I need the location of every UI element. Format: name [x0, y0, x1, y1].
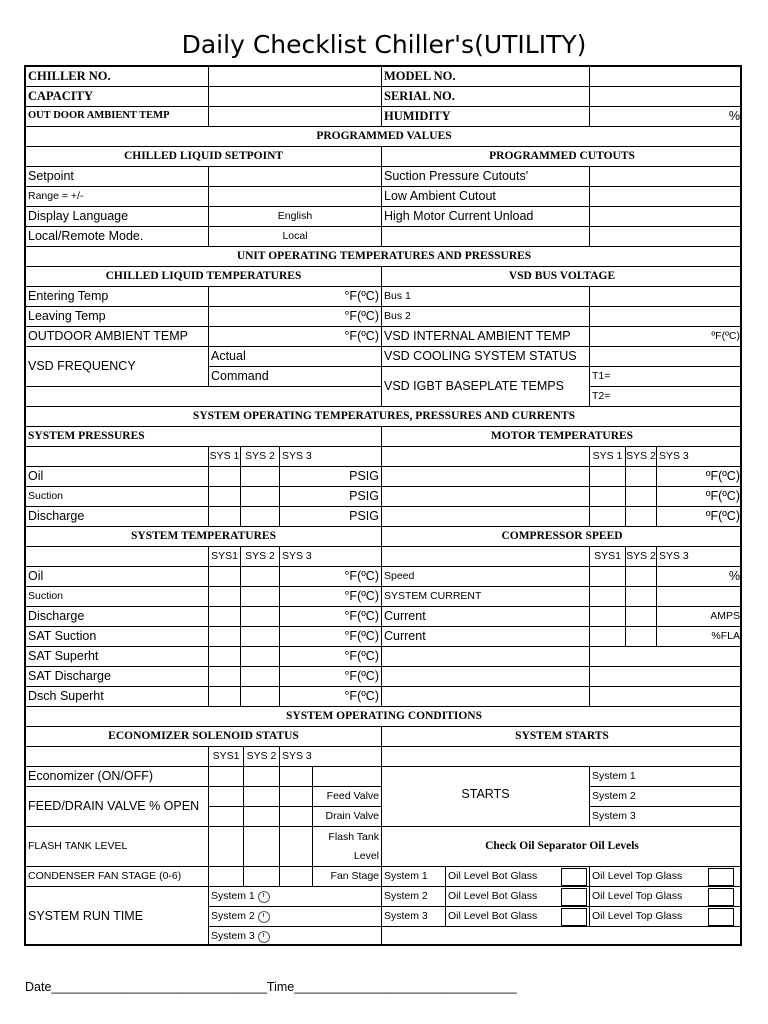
drain-sys2[interactable] — [244, 807, 280, 827]
suction-temp-label: Suction — [26, 587, 209, 607]
chiller-no-field[interactable] — [209, 67, 382, 87]
oil-pressure-label: Oil — [26, 467, 209, 487]
sat-suction-label: SAT Suction — [26, 627, 209, 647]
checkbox-icon[interactable] — [708, 868, 734, 886]
high-motor-field[interactable] — [590, 207, 742, 227]
current-sys2[interactable] — [626, 587, 657, 607]
temp-sys1[interactable] — [209, 567, 241, 587]
oil-bot-label: Oil Level Bot Glass — [448, 870, 538, 883]
blank-cell — [382, 647, 590, 667]
econ-extra[interactable] — [313, 767, 382, 787]
oil-bot-glass-3[interactable] — [446, 907, 590, 927]
oil-top-glass-1[interactable] — [590, 867, 742, 887]
sys1-header: SYS1 — [590, 547, 626, 567]
blank-cell — [382, 447, 590, 467]
programmed-cutouts-heading: PROGRAMMED CUTOUTS — [382, 147, 742, 167]
econ-sys3[interactable] — [280, 767, 313, 787]
sys1-header: SYS1 — [209, 747, 244, 767]
temp-sys1[interactable] — [209, 627, 241, 647]
speed-unit[interactable]: % — [657, 567, 742, 587]
sys2-header: SYS 2 — [626, 447, 657, 467]
bus2-field[interactable] — [590, 307, 742, 327]
suction-sys2[interactable] — [241, 487, 280, 507]
checkbox-icon[interactable] — [708, 908, 734, 926]
temp-sys2[interactable] — [241, 607, 280, 627]
fan-sys3[interactable] — [280, 867, 313, 887]
dsch-superht-label: Dsch Superht — [26, 687, 209, 707]
vsd-bus-voltage-heading: VSD BUS VOLTAGE — [382, 267, 742, 287]
motor-sys2[interactable] — [626, 467, 657, 487]
bus2-label: Bus 2 — [382, 307, 590, 327]
run-time-system2[interactable] — [209, 907, 382, 927]
blank-cell — [26, 547, 209, 567]
sys3-header: SYS 3 — [280, 747, 382, 767]
temp-sys2[interactable] — [241, 667, 280, 687]
sat-discharge-label: SAT Discharge — [26, 667, 209, 687]
oil-bot-glass-2[interactable] — [446, 887, 590, 907]
fan-sys2[interactable] — [244, 867, 280, 887]
discharge-temp-label: Discharge — [26, 607, 209, 627]
setpoint-label: Setpoint — [26, 167, 209, 187]
oil-top-label: Oil Level Top Glass — [592, 870, 683, 883]
econ-sys1[interactable] — [209, 767, 244, 787]
temp-sys2[interactable] — [241, 647, 280, 667]
sys2-header: SYS 2 — [626, 547, 657, 567]
oil-system3-label: System 3 — [382, 907, 446, 927]
feed-valve-label: Feed Valve — [313, 787, 382, 807]
low-ambient-field[interactable] — [590, 187, 742, 207]
amps-sys1[interactable] — [590, 607, 626, 627]
compressor-speed-heading: COMPRESSOR SPEED — [382, 527, 742, 547]
motor-sys1[interactable] — [590, 467, 626, 487]
chiller-no-label: CHILLER NO. — [26, 67, 209, 87]
motor-unit[interactable]: ºF(ºC) — [657, 507, 742, 527]
checkbox-icon[interactable] — [561, 868, 587, 886]
blank-cell — [590, 667, 742, 687]
speed-label: Speed — [382, 567, 590, 587]
flash-sys3[interactable] — [280, 827, 313, 867]
temp-sys2[interactable] — [241, 587, 280, 607]
oil-top-glass-3[interactable] — [590, 907, 742, 927]
vsd-igbt-label: VSD IGBT BASEPLATE TEMPS — [382, 367, 590, 407]
oil-temp-label: Oil — [26, 567, 209, 587]
range-label: Range = +/- — [26, 187, 209, 207]
time-field[interactable]: Time________________________________ — [266, 980, 517, 994]
unit-operating-heading: UNIT OPERATING TEMPERATURES AND PRESSURES — [26, 247, 742, 267]
drain-sys1[interactable] — [209, 807, 244, 827]
blank-cell — [382, 687, 590, 707]
footer — [25, 980, 517, 994]
humidity-field[interactable]: % — [590, 107, 742, 127]
checkbox-icon[interactable] — [708, 888, 734, 906]
sys1-header: SYS 1 — [209, 447, 241, 467]
blank-cell — [26, 387, 382, 407]
motor-unit[interactable]: ºF(ºC) — [657, 487, 742, 507]
sys2-header: SYS 2 — [241, 547, 280, 567]
motor-temp-label — [382, 467, 590, 487]
temp-sys1[interactable] — [209, 587, 241, 607]
temp-sys1[interactable] — [209, 687, 241, 707]
drain-sys3[interactable] — [280, 807, 313, 827]
flash-sys2[interactable] — [244, 827, 280, 867]
speed-sys1[interactable] — [590, 567, 626, 587]
fla-unit[interactable]: %FLA — [657, 627, 742, 647]
blank-cell — [382, 547, 590, 567]
blank-cell — [382, 667, 590, 687]
temp-sys3[interactable]: °F(ºC) — [280, 667, 382, 687]
temp-sys3[interactable]: °F(ºC) — [280, 647, 382, 667]
motor-sys1[interactable] — [590, 487, 626, 507]
discharge-sys3[interactable]: PSIG — [280, 507, 382, 527]
blank-cell — [382, 927, 742, 946]
motor-sys2[interactable] — [626, 487, 657, 507]
oil-sys1[interactable] — [209, 467, 241, 487]
level-label: Level — [313, 847, 382, 867]
blank-cell — [26, 747, 209, 767]
motor-sys2[interactable] — [626, 507, 657, 527]
oil-sys3[interactable]: PSIG — [280, 467, 382, 487]
sys2-header: SYS 2 — [241, 447, 280, 467]
display-language-value[interactable]: English — [209, 207, 382, 227]
chilled-liquid-temps-heading: CHILLED LIQUID TEMPERATURES — [26, 267, 382, 287]
current-sys3[interactable] — [657, 587, 742, 607]
system-pressures-heading: SYSTEM PRESSURES — [26, 427, 382, 447]
bus1-label: Bus 1 — [382, 287, 590, 307]
bus1-field[interactable] — [590, 287, 742, 307]
amps-sys2[interactable] — [626, 607, 657, 627]
starts-system3[interactable]: System 3 — [590, 807, 742, 827]
sys1-header: SYS 1 — [590, 447, 626, 467]
motor-sys1[interactable] — [590, 507, 626, 527]
discharge-sys1[interactable] — [209, 507, 241, 527]
sys1-header: SYS1 — [209, 547, 241, 567]
temp-sys2[interactable] — [241, 567, 280, 587]
oil-sys2[interactable] — [241, 467, 280, 487]
suction-cutouts-label: Suction Pressure Cutouts' — [382, 167, 590, 187]
checklist-table — [24, 65, 742, 946]
checkbox-icon[interactable] — [561, 888, 587, 906]
blank-cell — [590, 227, 742, 247]
local-remote-value[interactable]: Local — [209, 227, 382, 247]
sys3-header: SYS 3 — [657, 447, 742, 467]
discharge-pressure-label: Discharge — [26, 507, 209, 527]
serial-no-label: SERIAL NO. — [382, 87, 590, 107]
system-run-time-label: SYSTEM RUN TIME — [26, 887, 209, 946]
blank-cell — [382, 227, 590, 247]
outdoor-ambient-temp-label: OUTDOOR AMBIENT TEMP — [26, 327, 209, 347]
motor-unit[interactable]: ºF(ºC) — [657, 467, 742, 487]
blank-cell — [590, 687, 742, 707]
flash-tank-label: Flash Tank — [313, 827, 382, 847]
current-sys1[interactable] — [590, 587, 626, 607]
check-oil-heading: Check Oil Separator Oil Levels — [382, 827, 742, 867]
sys3-header: SYS 3 — [657, 547, 742, 567]
fan-stage-label: Fan Stage — [313, 867, 382, 887]
vsd-cooling-label: VSD COOLING SYSTEM STATUS — [382, 347, 590, 367]
blank-cell — [382, 507, 590, 527]
system-operating-heading: SYSTEM OPERATING TEMPERATURES, PRESSURES AND CURRENTS — [26, 407, 742, 427]
temp-sys3[interactable]: °F(ºC) — [280, 627, 382, 647]
temp-sys1[interactable] — [209, 607, 241, 627]
checkbox-icon[interactable] — [561, 908, 587, 926]
oil-bot-label: Oil Level Bot Glass — [448, 910, 538, 923]
humidity-label: HUMIDITY — [382, 107, 590, 127]
vsd-cooling-field[interactable] — [590, 347, 742, 367]
speed-sys2[interactable] — [626, 567, 657, 587]
setpoint-field[interactable] — [209, 167, 382, 187]
system-current-label: SYSTEM CURRENT — [382, 587, 590, 607]
suction-pressure-label: Suction — [26, 487, 209, 507]
capacity-field[interactable] — [209, 87, 382, 107]
economizer-label: Economizer (ON/OFF) — [26, 767, 209, 787]
outdoor-ambient-field[interactable] — [209, 107, 382, 127]
sat-superht-label: SAT Superht — [26, 647, 209, 667]
oil-top-label: Oil Level Top Glass — [592, 890, 683, 903]
range-field[interactable] — [209, 187, 382, 207]
feed-sys3[interactable] — [280, 787, 313, 807]
temp-sys2[interactable] — [241, 627, 280, 647]
entering-temp-label: Entering Temp — [26, 287, 209, 307]
t1-field[interactable]: T1= — [590, 367, 742, 387]
model-no-label: MODEL NO. — [382, 67, 590, 87]
flash-tank-level-label: FLASH TANK LEVEL — [26, 827, 209, 867]
outdoor-ambient-label: OUT DOOR AMBIENT TEMP — [26, 107, 209, 127]
amps-unit[interactable]: AMPS — [657, 607, 742, 627]
oil-bot-glass-1[interactable] — [446, 867, 590, 887]
feed-drain-label: FEED/DRAIN VALVE % OPEN — [26, 787, 209, 827]
discharge-sys2[interactable] — [241, 507, 280, 527]
high-motor-label: High Motor Current Unload — [382, 207, 590, 227]
t2-field[interactable]: T2= — [590, 387, 742, 407]
vsd-internal-field[interactable]: ºF(ºC) — [590, 327, 742, 347]
capacity-label: CAPACITY — [26, 87, 209, 107]
suction-sys3[interactable]: PSIG — [280, 487, 382, 507]
condenser-fan-label: CONDENSER FAN STAGE (0-6) — [26, 867, 209, 887]
oil-top-label: Oil Level Top Glass — [592, 910, 683, 923]
starts-system1[interactable]: System 1 — [590, 767, 742, 787]
system-temperatures-heading: SYSTEM TEMPERATURES — [26, 527, 382, 547]
temp-sys3[interactable]: °F(ºC) — [280, 587, 382, 607]
feed-sys2[interactable] — [244, 787, 280, 807]
entering-temp-field[interactable]: °F(ºC) — [209, 287, 382, 307]
blank-cell — [26, 447, 209, 467]
model-no-field[interactable] — [590, 67, 742, 87]
date-field[interactable]: Date_______________________________ — [25, 980, 267, 994]
flash-sys1[interactable] — [209, 827, 244, 867]
blank-cell — [590, 647, 742, 667]
suction-cutouts-field[interactable] — [590, 167, 742, 187]
suction-sys1[interactable] — [209, 487, 241, 507]
econ-sys2[interactable] — [244, 767, 280, 787]
sys2-header: SYS 2 — [244, 747, 280, 767]
feed-sys1[interactable] — [209, 787, 244, 807]
command-label[interactable]: Command — [209, 367, 382, 387]
economizer-status-heading: ECONOMIZER SOLENOID STATUS — [26, 727, 382, 747]
vsd-frequency-label: VSD FREQUENCY — [26, 347, 209, 387]
clock-icon — [258, 891, 270, 903]
oil-bot-label: Oil Level Bot Glass — [448, 890, 538, 903]
vsd-internal-label: VSD INTERNAL AMBIENT TEMP — [382, 327, 590, 347]
oil-system1-label: System 1 — [382, 867, 446, 887]
oil-top-glass-2[interactable] — [590, 887, 742, 907]
run-time-system3[interactable] — [209, 927, 382, 946]
temp-sys2[interactable] — [241, 687, 280, 707]
display-language-label: Display Language — [26, 207, 209, 227]
serial-no-field[interactable] — [590, 87, 742, 107]
temp-sys3[interactable]: °F(ºC) — [280, 687, 382, 707]
chilled-liquid-setpoint-heading: CHILLED LIQUID SETPOINT — [26, 147, 382, 167]
motor-temperatures-heading: MOTOR TEMPERATURES — [382, 427, 742, 447]
fla-sys2[interactable] — [626, 627, 657, 647]
sys3-header: SYS 3 — [280, 447, 382, 467]
temp-sys3[interactable]: °F(ºC) — [280, 567, 382, 587]
temp-sys3[interactable]: °F(ºC) — [280, 607, 382, 627]
system3-label: System 3 — [211, 930, 255, 943]
sys3-header: SYS 3 — [280, 547, 382, 567]
actual-label[interactable]: Actual — [209, 347, 382, 367]
oil-system2-label: System 2 — [382, 887, 446, 907]
fan-sys1[interactable] — [209, 867, 244, 887]
local-remote-label: Local/Remote Mode. — [26, 227, 209, 247]
current-amps-label: Current — [382, 607, 590, 627]
system1-label: System 1 — [211, 890, 255, 903]
page-title: Daily Checklist Chiller's(UTILITY) — [181, 30, 587, 59]
leaving-temp-field[interactable]: °F(ºC) — [209, 307, 382, 327]
programmed-values-heading: PROGRAMMED VALUES — [26, 127, 742, 147]
starts-label: STARTS — [382, 767, 590, 827]
fla-sys1[interactable] — [590, 627, 626, 647]
system-operating-conditions-heading: SYSTEM OPERATING CONDITIONS — [26, 707, 742, 727]
leaving-temp-label: Leaving Temp — [26, 307, 209, 327]
clock-icon — [258, 931, 270, 943]
outdoor-ambient-temp-field[interactable]: °F(ºC) — [209, 327, 382, 347]
temp-sys1[interactable] — [209, 667, 241, 687]
starts-system2[interactable]: System 2 — [590, 787, 742, 807]
low-ambient-label: Low Ambient Cutout — [382, 187, 590, 207]
system-starts-heading: SYSTEM STARTS — [382, 727, 742, 747]
blank-cell — [382, 487, 590, 507]
blank-cell — [382, 747, 742, 767]
system2-label: System 2 — [211, 910, 255, 923]
run-time-system1[interactable] — [209, 887, 382, 907]
drain-valve-label: Drain Valve — [313, 807, 382, 827]
temp-sys1[interactable] — [209, 647, 241, 667]
current-fla-label: Current — [382, 627, 590, 647]
clock-icon — [258, 911, 270, 923]
